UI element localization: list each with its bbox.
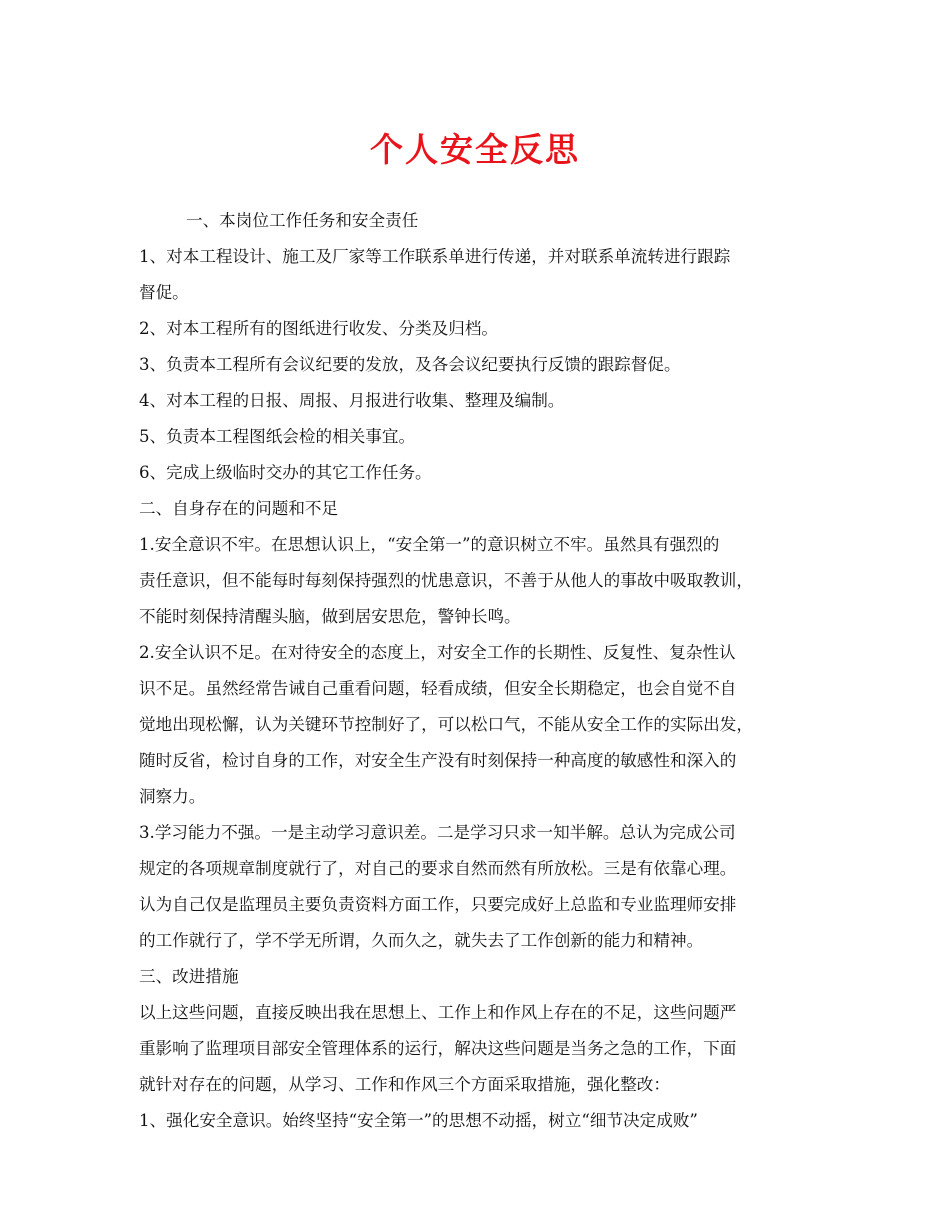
text-line: 2、对本工程所有的图纸进行收发、分类及归档。 — [139, 319, 499, 338]
section-heading: 一、本岗位工作任务和安全责任 — [186, 211, 419, 230]
text-line: 4、对本工程的日报、周报、月报进行收集、整理及编制。 — [139, 391, 565, 410]
section-heading: 二、自身存在的问题和不足 — [139, 499, 339, 518]
text-line: 责任意识，但不能每时每刻保持强烈的忧患意识，不善于从他人的事故中吸取教训， — [139, 571, 753, 590]
text-line: 不能时刻保持清醒头脑，做到居安思危，警钟长鸣。 — [139, 607, 521, 626]
document-title: 个人安全反思 — [370, 130, 580, 169]
text-line: 随时反省，检讨自身的工作，对安全生产没有时刻保持一种高度的敏感性和深入的 — [139, 751, 737, 770]
text-line: 规定的各项规章制度就行了，对自己的要求自然而然有所放松。三是有依靠心理。 — [139, 859, 737, 878]
text-line: 1、强化安全意识。始终坚持“安全第一”的思想不动摇，树立“细节决定成败” — [139, 1111, 698, 1130]
text-line: 以上这些问题，直接反映出我在思想上、工作上和作风上存在的不足，这些问题严 — [139, 1003, 737, 1022]
document-body — [139, 203, 819, 1139]
text-line: 1、对本工程设计、施工及厂家等工作联系单进行传递，并对联系单流转进行跟踪 — [139, 247, 731, 266]
text-line: 1.安全意识不牢。在思想认识上，“安全第一”的意识树立不牢。虽然具有强烈的 — [139, 535, 720, 554]
text-line: 认为自己仅是监理员主要负责资料方面工作，只要完成好上总监和专业监理师安排 — [139, 895, 737, 914]
section-heading: 三、改进措施 — [139, 967, 239, 986]
text-line: 5、负责本工程图纸会检的相关事宜。 — [139, 427, 416, 446]
text-line: 识不足。虽然经常告诫自己重看问题，轻看成绩，但安全长期稳定，也会自觉不自 — [139, 679, 737, 698]
text-line: 觉地出现松懈，认为关键环节控制好了，可以松口气，不能从安全工作的实际出发， — [139, 715, 753, 734]
text-line: 洞察力。 — [139, 787, 206, 806]
text-line: 重影响了监理项目部安全管理体系的运行，解决这些问题是当务之急的工作，下面 — [139, 1039, 737, 1058]
text-line: 3.学习能力不强。一是主动学习意识差。二是学习只求一知半解。总认为完成公司 — [139, 823, 736, 842]
text-line: 就针对存在的问题，从学习、工作和作风三个方面采取措施，强化整改： — [139, 1075, 670, 1094]
text-line: 的工作就行了，学不学无所谓，久而久之，就失去了工作创新的能力和精神。 — [139, 931, 704, 950]
text-line: 2.安全认识不足。在对待安全的态度上，对安全工作的长期性、反复性、复杂性认 — [139, 643, 736, 662]
text-line: 6、完成上级临时交办的其它工作任务。 — [139, 463, 432, 482]
text-line: 3、负责本工程所有会议纪要的发放，及各会议纪要执行反馈的跟踪督促。 — [139, 355, 681, 374]
text-line: 督促。 — [139, 283, 189, 302]
